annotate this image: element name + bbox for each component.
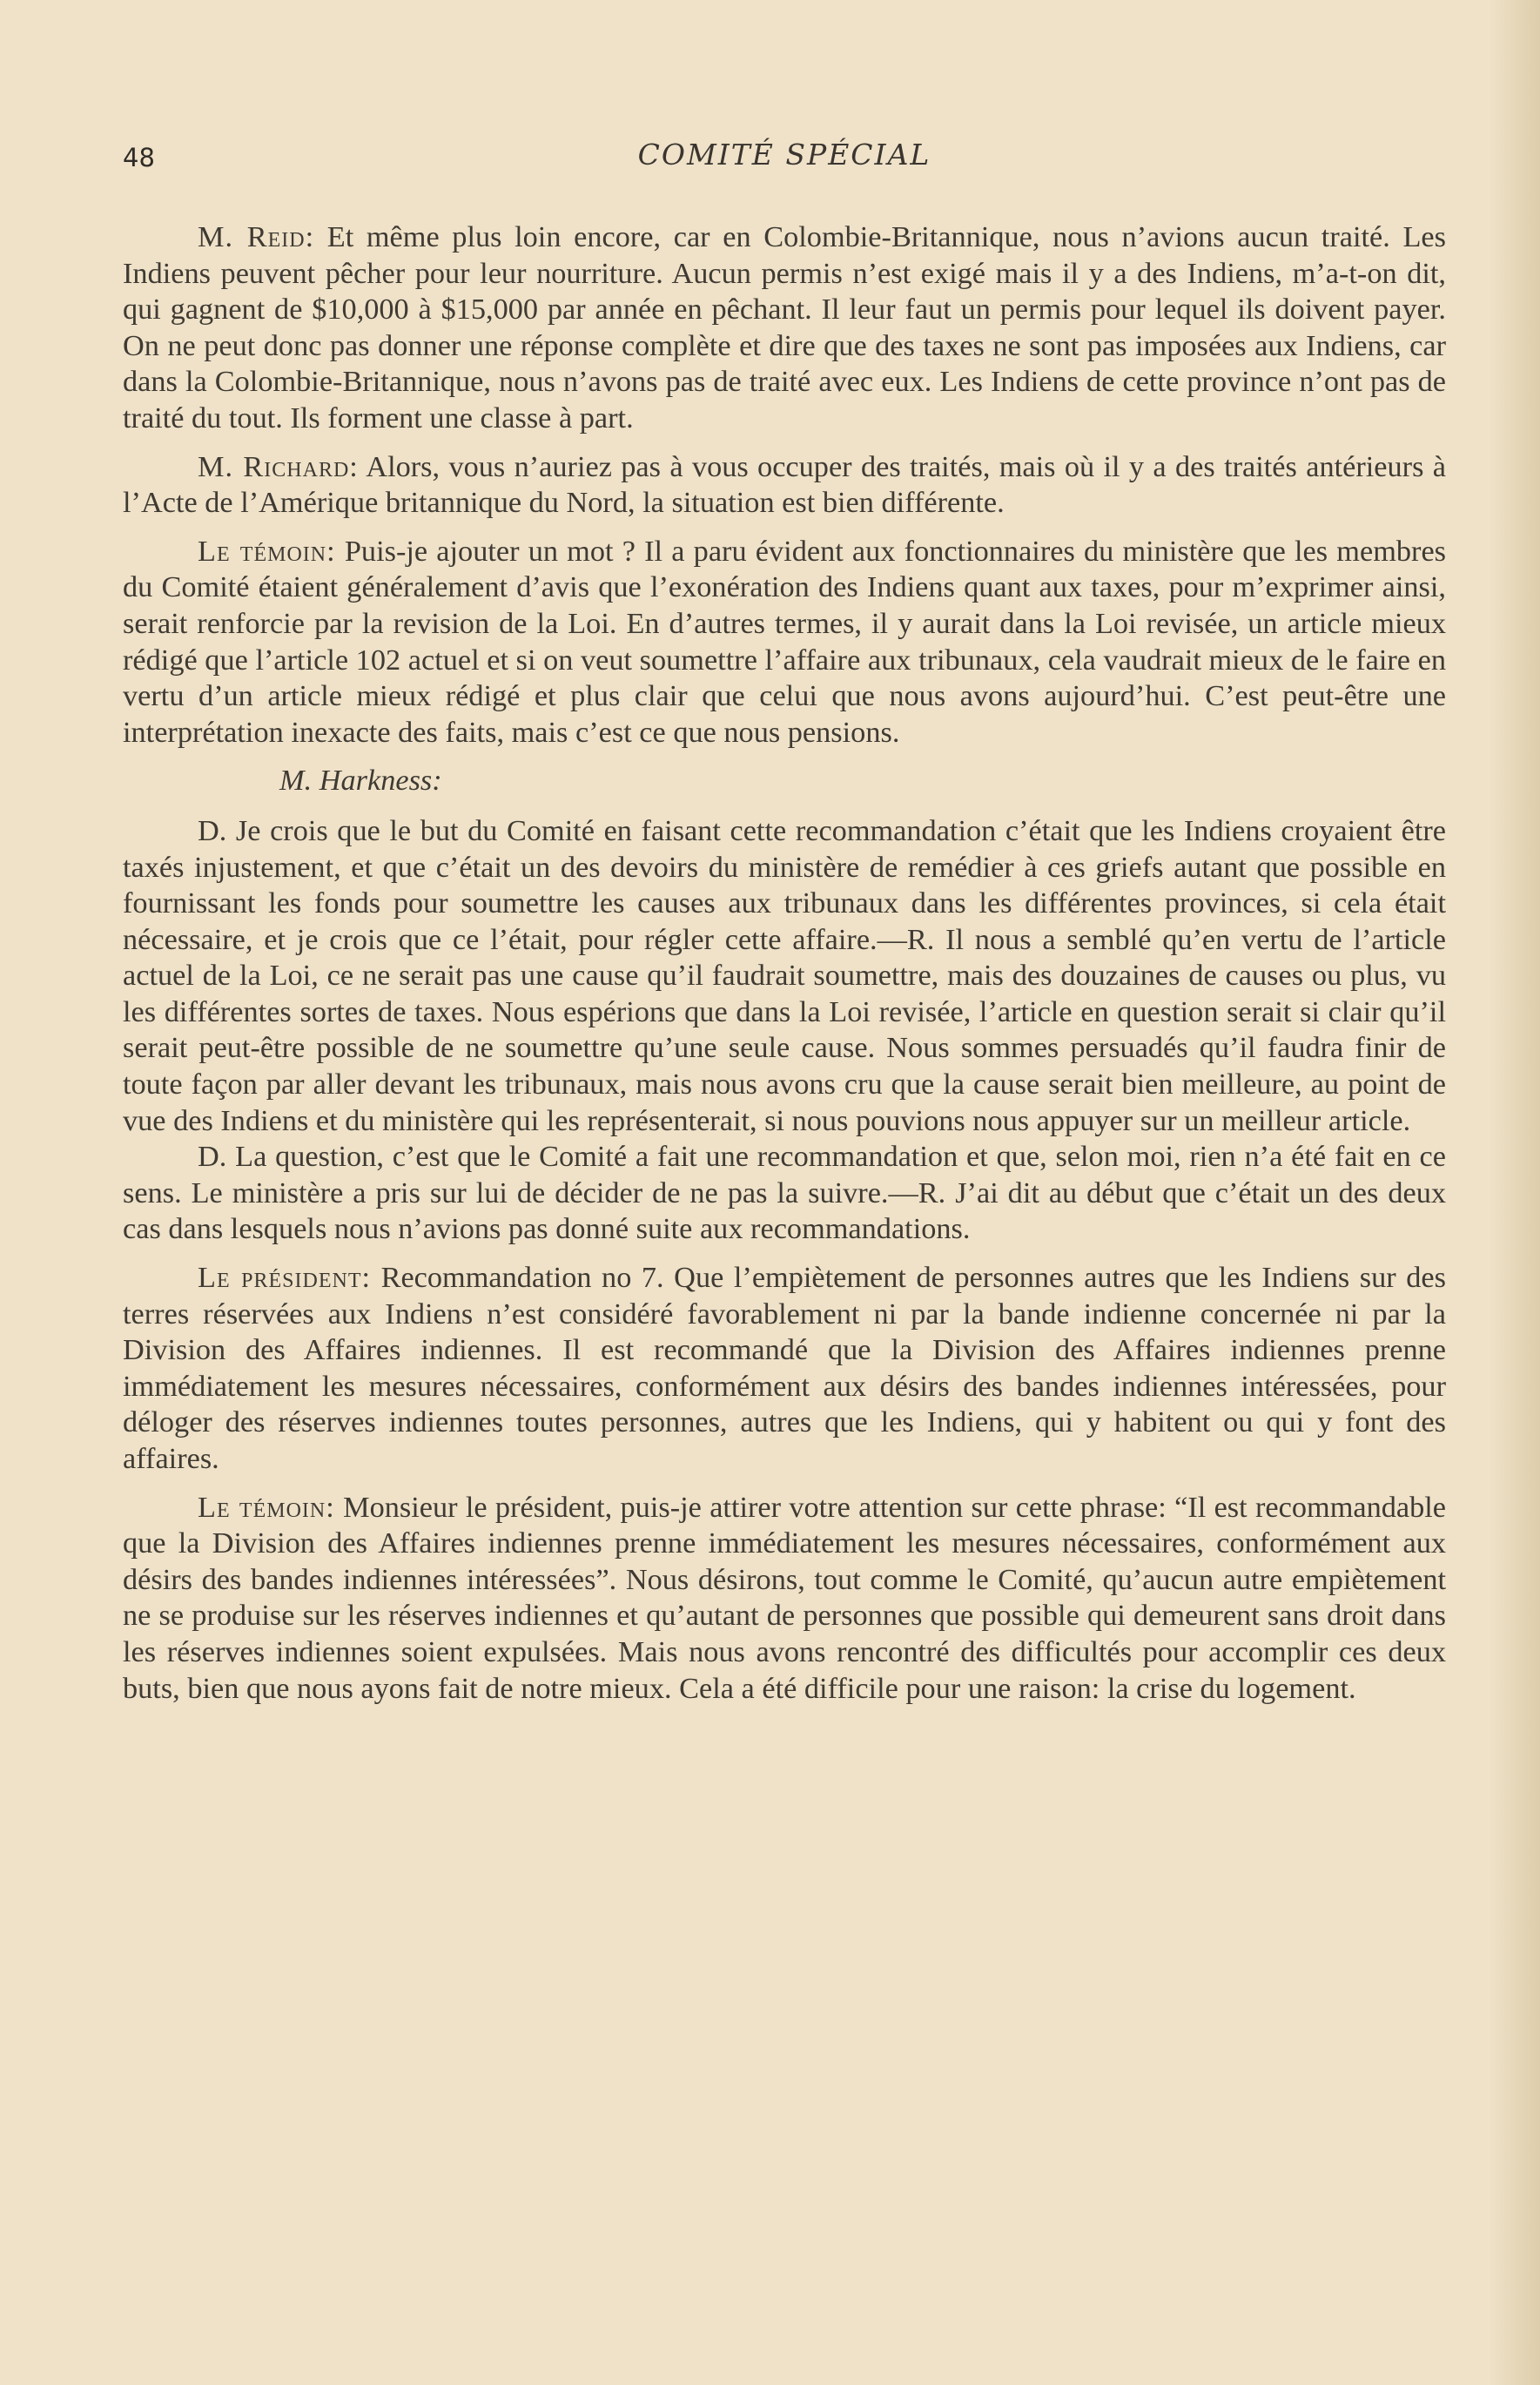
paragraph-president bbox=[123, 1260, 1446, 1478]
paragraph-richard bbox=[123, 449, 1446, 522]
interlude-harkness: M. Harkness: bbox=[279, 764, 442, 798]
paragraph-text: D. La question, c’est que le Comité a fait une recommandation et que, selon moi, rien n’a été fait en ce sens. Le ministère a pris sur lui de décider de ne pas la suivre.—R. J’ai dit au début que c’était un des deux cas dans lesquels nous n’avions pas donné suite aux recommandations. bbox=[123, 1140, 1446, 1246]
paragraph-question-2 bbox=[123, 1139, 1446, 1248]
page-edge-shading bbox=[1488, 0, 1540, 2385]
paragraph-temoin-1 bbox=[123, 534, 1446, 751]
page-body bbox=[123, 219, 1446, 1719]
paragraph-text: D. Je crois que le but du Comité en faisant cette recommandation c’était que les Indiens croyaient être taxés injustement, et que c’était un des devoirs du ministère de remédier à ces griefs autant que possible en fournissant les fonds pour soumettre les causes aux tribunaux dans les différentes provinces, si cela était nécessaire, et je crois que ce l’était, pour régler cette affaire.—R. Il nous a semblé qu’en vertu de l’article actuel de la Loi, ce ne serait pas une cause qu’il faudrait soumettre, mais des douzaines de causes ou plus, vu les différentes sortes de taxes. Nous espérions que dans la Loi revisée, l’article en question serait si clair qu’il serait peut-être possible de ne soumettre qu’une seule cause. Nous sommes persuadés qu’il faudra finir de toute façon par aller devant les tribunaux, mais nous avons cru que la cause serait bien meilleure, au point de vue des Indiens et du ministère qui les représenterait, si nous pouvions nous appuyer sur un meilleur article. bbox=[123, 813, 1446, 1137]
speaker-name: Le président: bbox=[198, 1261, 372, 1295]
paragraph-text: Monsieur le président, puis-je attirer votre attention sur cette phrase: “Il est recommandable que la Division des Affaires indiennes prenne immédiatement les mesures nécessaires, conformément aux désirs des bandes indiennes intéressées”. Nous désirons, tout comme le Comité, qu’aucun autre empiètement ne se produise sur les réserves indiennes et qu’autant de personnes que possible qui demeurent sans droit dans les réserves indiennes soient expulsées. Mais nous avons rencontré des difficultés pour accomplir ces deux buts, bien que nous ayons fait de notre mieux. Cela a été difficile pour une raison: la crise du logement. bbox=[123, 1490, 1447, 1705]
paragraph-text: Puis-je ajouter un mot ? Il a paru évident aux fonctionnaires du ministère que les membres du Comité étaient généralement d’avis que l’exonération des Indiens quant aux taxes, pour m’exprimer ainsi, serait renforcie par la revision de la Loi. En d’autres termes, il y aurait dans la Loi revisée, un article mieux rédigé que l’article 102 actuel et si on veut soumettre l’affaire aux tribunaux, cela vaudrait mieux de le faire en vertu d’un article mieux rédigé et plus clair que celui que nous avons aujourd’hui. C’est peut-être une interprétation inexacte des faits, mais c’est ce que nous pensions. bbox=[123, 534, 1447, 749]
paragraph-temoin-2 bbox=[123, 1490, 1446, 1708]
paragraph-text: Alors, vous n’auriez pas à vous occuper des traités, mais où il y a des traités antérieurs à l’Acte de l’Amérique britannique du Nord, la situation est bien différente. bbox=[123, 449, 1447, 520]
running-title: COMITÉ SPÉCIAL bbox=[637, 138, 931, 172]
speaker-name: Le témoin: bbox=[198, 1490, 335, 1524]
paragraph-question-1 bbox=[123, 813, 1446, 1139]
speaker-name: M. Richard: bbox=[198, 449, 359, 483]
page-number: 48 bbox=[123, 143, 155, 172]
paragraph-reid bbox=[123, 219, 1446, 437]
paragraph-text: Et même plus loin encore, car en Colombie-Britannique, nous n’avions aucun traité. Les Indiens peuvent pêcher pour leur nourriture. Aucun permis n’est exigé mais il y a des Indiens, m’a-t-on dit, qui gagnent de $10,000 à $15,000 par année en pêchant. Il leur faut un permis pour lequel ils doivent payer. On ne peut donc pas donner une réponse complète et dire que des taxes ne sont pas imposées aux Indiens, car dans la Colombie-Britannique, nous n’avons pas de traité avec eux. Les Indiens de cette province n’ont pas de traité du tout. Ils forment une classe à part. bbox=[123, 220, 1446, 435]
speaker-name: Le témoin: bbox=[198, 534, 336, 568]
page-header bbox=[123, 138, 1446, 186]
paragraph-text: Recommandation no 7. Que l’empiètement de personnes autres que les Indiens sur des terres réservées aux Indiens n’est considéré favorablement ni par la bande indienne concernée ni par la Division des Affaires indiennes. Il est recommandé que la Division des Affaires indiennes prenne immédiatement les mesures nécessaires, conformément aux désirs des bandes indiennes intéressées, pour déloger des réserves indiennes toutes personnes, autres que les Indiens, qui y habitent ou qui y font des affaires. bbox=[123, 1261, 1446, 1475]
speaker-name: M. Reid: bbox=[198, 220, 315, 253]
